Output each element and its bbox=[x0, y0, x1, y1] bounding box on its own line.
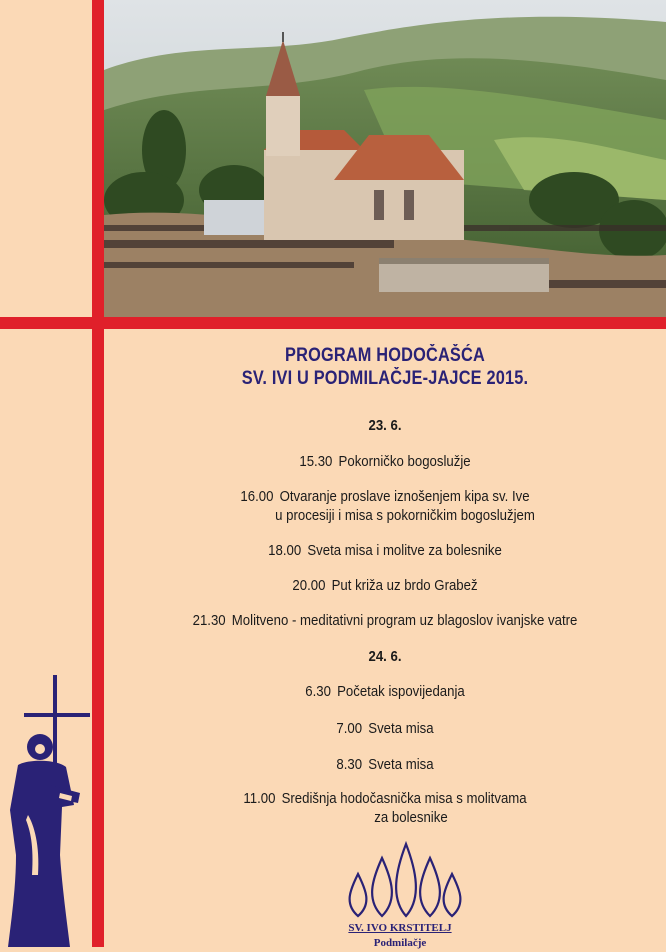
program-title: PROGRAM HODOČAŠĆA bbox=[285, 345, 485, 366]
schedule-item bbox=[138, 452, 633, 471]
item-time: 20.00 bbox=[292, 577, 326, 594]
program-subtitle: SV. IVI U PODMILAČJE-JAJCE 2015. bbox=[241, 368, 529, 389]
schedule-item bbox=[138, 541, 633, 560]
logo-place: Podmilačje bbox=[373, 937, 427, 949]
item-time: 21.30 bbox=[192, 612, 226, 629]
day-date-2: 24. 6. bbox=[368, 648, 402, 665]
schedule-item bbox=[138, 789, 633, 808]
day-date-1: 23. 6. bbox=[368, 417, 402, 434]
item-text: Sveta misa bbox=[368, 720, 434, 737]
item-time: 8.30 bbox=[336, 756, 363, 773]
item-text: Pokorničko bogoslužje bbox=[338, 453, 471, 470]
schedule-item bbox=[138, 576, 633, 595]
item-time: 11.00 bbox=[243, 790, 276, 807]
item-time: 6.30 bbox=[305, 683, 331, 700]
saint-john-figure bbox=[0, 675, 100, 947]
schedule-item bbox=[138, 719, 633, 738]
item-time: 18.00 bbox=[268, 542, 302, 559]
item-time: 16.00 bbox=[240, 488, 274, 505]
red-cross-horizontal-bar bbox=[0, 317, 666, 329]
schedule-item-continuation: u procesiji i misa s pokorničkim bogoslužjem bbox=[275, 507, 535, 524]
item-text: Otvaranje proslave iznošenjem kipa sv. Ive bbox=[279, 488, 530, 505]
item-time: 7.00 bbox=[336, 720, 363, 737]
item-text: Početak ispovijedanja bbox=[337, 683, 465, 700]
church-pilgrimage-photo bbox=[104, 0, 666, 317]
item-text: Središnja hodočasnička misa s molitvama bbox=[281, 790, 527, 807]
item-text: Sveta misa bbox=[368, 756, 434, 773]
schedule-item bbox=[138, 487, 633, 506]
schedule-item bbox=[138, 755, 633, 774]
schedule-item-continuation: za bolesnike bbox=[374, 809, 448, 826]
item-time: 15.30 bbox=[299, 453, 333, 470]
schedule-item bbox=[138, 611, 633, 630]
flames-logo bbox=[330, 838, 470, 947]
item-text: Put križa uz brdo Grabež bbox=[331, 577, 478, 594]
logo-name: SV. IVO KRSTITELJ bbox=[348, 922, 452, 934]
schedule-item bbox=[138, 682, 633, 701]
flames-icon bbox=[330, 838, 470, 922]
item-text: Sveta misa i molitve za bolesnike bbox=[307, 542, 502, 559]
item-text: Molitveno - meditativni program uz blagoslov ivanjske vatre bbox=[231, 612, 578, 629]
